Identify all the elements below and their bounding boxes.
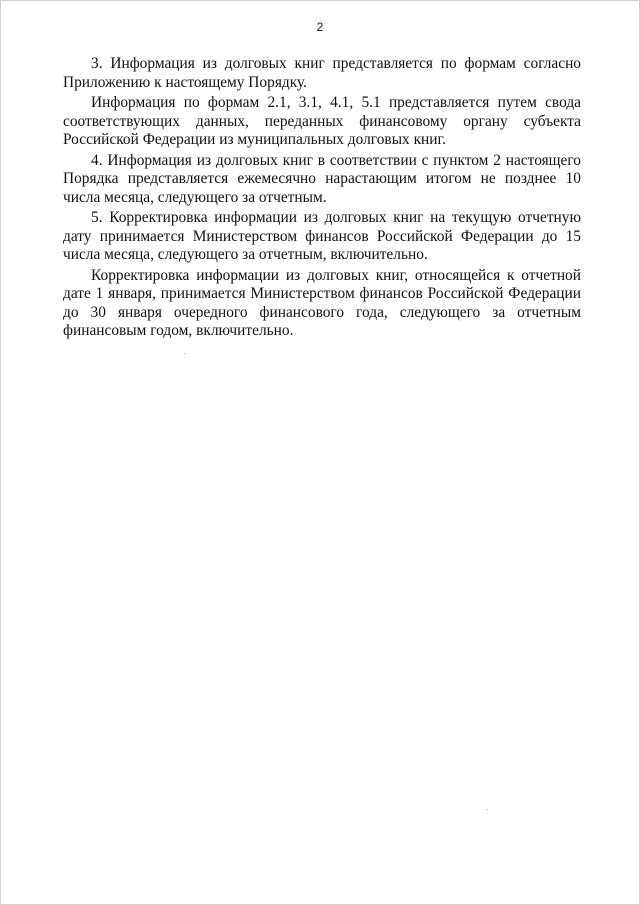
document-body <box>63 55 581 343</box>
page-number: 2 <box>316 20 324 34</box>
paragraph-3: 3. Информация из долговых книг представляется по формам согласно Приложению к настоящему Порядку. <box>63 55 581 91</box>
paragraph-4: 4. Информация из долговых книг в соответствии с пунктом 2 настоящего Порядка представляется ежемесячно нарастающим итогом не позднее 10 числа месяца, следующего за отчетным. <box>63 151 581 206</box>
paragraph-forms-summary: Информация по формам 2.1, 3.1, 4.1, 5.1 представляется путем свода соответствующих данных, переданных финансовому органу субъекта Российской Федерации из муниципальных долговых книг. <box>63 94 581 148</box>
paragraph-correction-january: Корректировка информации из долговых книг, относящейся к отчетной дате 1 января, принимается Министерством финансов Российской Федерации до 30 января очередного финансового года, следующего за отчетным финансовым годом, включительно. <box>63 266 581 339</box>
scan-speck <box>487 809 488 810</box>
scan-speck <box>184 353 185 354</box>
paragraph-5: 5. Корректировка информации из долговых книг на текущую отчетную дату принимается Министерством финансов Российской Федерации до 15 числа месяца, следующего за отчетным, включительно. <box>63 209 581 263</box>
